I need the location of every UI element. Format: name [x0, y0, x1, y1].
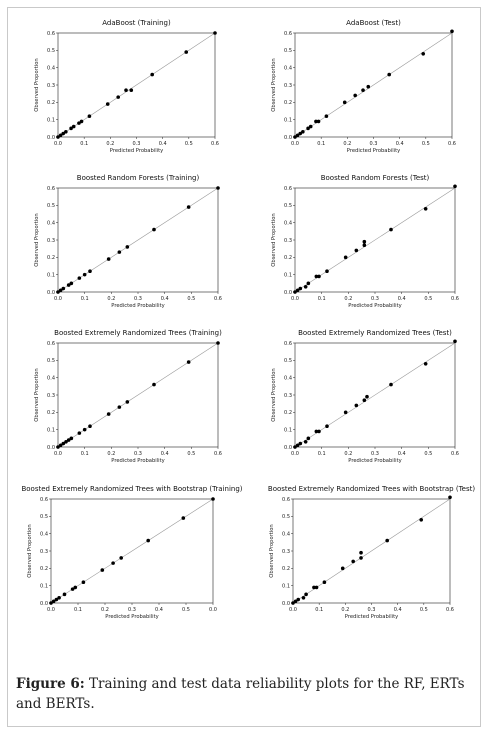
- x-tick-label: 0.3: [128, 607, 136, 613]
- x-tick-label: 0.3: [371, 296, 379, 302]
- y-tick-label: 0.2: [47, 410, 55, 417]
- y-tick-label: 0.4: [47, 220, 55, 227]
- data-point: [70, 437, 74, 441]
- x-tick-label: 0.3: [369, 141, 378, 147]
- y-tick-label: 0.3: [284, 392, 292, 399]
- data-point: [325, 269, 329, 273]
- x-tick-label: 0.1: [74, 607, 82, 613]
- chart-title: Boosted Extremely Randomized Trees with Bootstrap (Test): [267, 485, 476, 493]
- x-tick-label: 0.0: [291, 451, 299, 457]
- x-tick-label: 0.1: [317, 141, 326, 147]
- x-tick-label: 0.0: [291, 141, 299, 147]
- y-tick-label: 0.0: [47, 289, 55, 296]
- y-tick-label: 0.5: [47, 203, 55, 210]
- data-point: [118, 250, 122, 254]
- data-point: [101, 568, 105, 572]
- x-tick-label: 0.2: [106, 141, 115, 147]
- y-tick-label: 0.2: [40, 566, 48, 573]
- x-tick-label: 0.1: [80, 141, 89, 147]
- x-tick-label: 0.2: [341, 607, 350, 613]
- x-tick-label: 0.1: [80, 451, 89, 457]
- y-tick-label: 0.0: [284, 289, 292, 296]
- x-tick-label: 0.5: [424, 451, 433, 457]
- caption-text: Training and test data reliability plots for the RF, ERTs and BERTs.: [16, 676, 465, 712]
- data-point: [353, 94, 357, 98]
- y-tick-label: 0.3: [47, 237, 55, 244]
- x-tick-label: 0.5: [187, 296, 196, 302]
- x-tick-label: 0.4: [155, 607, 163, 613]
- x-tick-label: 0.6: [211, 141, 219, 147]
- data-point: [62, 287, 66, 291]
- x-tick-label: 0.2: [107, 296, 116, 302]
- x-tick-label: 0.4: [160, 296, 169, 302]
- x-tick-label: 0.2: [343, 141, 352, 147]
- data-point: [387, 73, 391, 77]
- x-tick-label: 0.6: [451, 451, 459, 457]
- y-tick-label: 0.6: [284, 30, 292, 37]
- y-tick-label: 0.3: [284, 82, 292, 89]
- data-point: [304, 440, 308, 444]
- data-point: [111, 561, 115, 565]
- y-tick-label: 0.5: [284, 358, 292, 365]
- reference-diagonal-line: [58, 188, 218, 292]
- data-point: [216, 341, 220, 345]
- x-tick-label: 0.0: [289, 607, 297, 613]
- y-tick-label: 0.1: [47, 117, 55, 124]
- data-point: [317, 275, 321, 279]
- reliability-chart: [271, 329, 459, 464]
- x-tick-label: 0.2: [107, 451, 116, 457]
- data-point: [389, 383, 393, 387]
- y-tick-label: 0.0: [40, 600, 48, 607]
- y-tick-label: 0.1: [284, 427, 292, 434]
- y-tick-label: 0.4: [284, 65, 292, 72]
- data-point: [424, 207, 428, 211]
- y-tick-label: 0.2: [282, 566, 290, 573]
- y-tick-label: 0.4: [40, 531, 48, 538]
- data-point: [82, 580, 86, 584]
- y-tick-label: 0.4: [284, 375, 292, 382]
- x-tick-label: 0.4: [393, 607, 402, 613]
- data-point: [389, 228, 393, 232]
- x-tick-label: 0.1: [80, 296, 89, 302]
- chart-title: Boosted Extremely Randomized Trees (Training): [54, 329, 222, 337]
- y-tick-label: 0.2: [47, 100, 55, 107]
- data-point: [152, 228, 156, 232]
- y-axis-label: Observed Proportion: [271, 368, 277, 422]
- data-point: [57, 596, 61, 600]
- y-axis-label: Observed Proportion: [271, 58, 277, 112]
- x-axis-label: Predicted Probability: [348, 458, 402, 464]
- data-point: [187, 205, 191, 209]
- x-tick-label: 0.3: [132, 141, 141, 147]
- data-point: [126, 245, 130, 249]
- data-point: [88, 114, 92, 118]
- data-point: [304, 593, 308, 597]
- y-axis-label: Observed Proportion: [27, 524, 33, 578]
- data-point: [365, 395, 369, 399]
- data-point: [351, 560, 355, 564]
- data-point: [317, 120, 321, 124]
- x-tick-label: 0.0: [54, 141, 62, 147]
- data-point: [88, 424, 92, 428]
- data-point: [78, 276, 82, 280]
- x-tick-label: 0.3: [134, 451, 142, 457]
- data-point: [344, 256, 348, 260]
- data-point: [118, 405, 122, 409]
- data-point: [129, 88, 133, 92]
- data-point: [363, 398, 367, 402]
- y-tick-label: 0.2: [47, 255, 55, 262]
- x-axis-label: Predicted Probability: [111, 303, 165, 309]
- x-tick-label: 0.6: [451, 296, 459, 302]
- figure-caption: [16, 674, 482, 714]
- y-tick-label: 0.1: [282, 583, 290, 590]
- data-point: [106, 102, 110, 106]
- x-tick-label: 0.5: [421, 141, 430, 147]
- x-tick-label: 0.0: [54, 296, 62, 302]
- y-tick-label: 0.3: [284, 237, 292, 244]
- reliability-chart: [34, 19, 219, 154]
- x-tick-label: 0.6: [214, 451, 222, 457]
- y-tick-label: 0.5: [47, 358, 55, 365]
- y-tick-label: 0.6: [47, 340, 55, 347]
- x-tick-label: 0.2: [344, 296, 353, 302]
- data-point: [424, 362, 428, 366]
- data-point: [88, 269, 92, 273]
- y-tick-label: 0.5: [282, 514, 290, 521]
- data-point: [315, 586, 319, 590]
- y-axis-label: Observed Proportion: [34, 58, 40, 112]
- x-axis-label: Predicted Probability: [109, 148, 164, 154]
- data-point: [299, 442, 303, 446]
- data-point: [296, 598, 300, 602]
- x-tick-label: 0.0: [291, 296, 299, 302]
- y-tick-label: 0.0: [282, 600, 290, 607]
- data-point: [124, 88, 128, 92]
- data-point: [361, 88, 365, 92]
- y-tick-label: 0.4: [47, 375, 55, 382]
- data-point: [119, 556, 123, 560]
- x-tick-label: 0.1: [317, 451, 326, 457]
- chart-title: AdaBoost (Training): [102, 19, 171, 27]
- data-point: [83, 428, 87, 432]
- data-point: [359, 556, 363, 560]
- data-point: [317, 430, 321, 434]
- x-tick-label: 0.2: [101, 607, 109, 613]
- data-point: [70, 282, 74, 286]
- y-tick-label: 0.3: [40, 548, 48, 555]
- y-tick-label: 0.2: [284, 410, 292, 417]
- x-tick-label: 0.5: [182, 607, 190, 613]
- data-point: [301, 130, 305, 134]
- x-axis-label: Predicted Probability: [348, 303, 402, 309]
- data-point: [323, 580, 327, 584]
- reliability-chart: [268, 485, 475, 620]
- x-tick-label: 0.3: [367, 607, 376, 613]
- y-tick-label: 0.6: [40, 496, 48, 503]
- y-tick-label: 0.6: [284, 340, 292, 347]
- x-tick-label: 0.1: [315, 607, 324, 613]
- data-point: [355, 249, 359, 253]
- reliability-chart: [271, 174, 459, 309]
- y-tick-label: 0.6: [47, 185, 55, 192]
- x-tick-label: 0.0: [54, 451, 62, 457]
- data-point: [302, 596, 306, 600]
- chart-title: Boosted Random Forests (Training): [76, 174, 200, 182]
- y-tick-label: 0.2: [284, 255, 292, 262]
- x-tick-label: 0.4: [160, 451, 169, 457]
- data-point: [325, 424, 329, 428]
- x-tick-label: 0.6: [214, 296, 222, 302]
- reference-diagonal-line: [58, 343, 218, 447]
- x-axis-label: Predicted Probability: [111, 458, 165, 464]
- x-tick-label: 0.4: [397, 296, 406, 302]
- data-point: [211, 497, 215, 501]
- data-point: [309, 125, 313, 129]
- data-point: [126, 400, 130, 404]
- y-tick-label: 0.4: [47, 65, 55, 72]
- reliability-chart: [21, 485, 242, 620]
- y-tick-label: 0.5: [40, 514, 48, 521]
- x-tick-label: 0.4: [397, 451, 406, 457]
- data-point: [152, 383, 156, 387]
- data-point: [453, 339, 457, 343]
- chart-title: Boosted Extremely Randomized Trees (Test): [298, 329, 452, 337]
- y-tick-label: 0.3: [47, 82, 55, 89]
- y-tick-label: 0.2: [284, 100, 292, 107]
- data-point: [64, 130, 68, 134]
- data-point: [359, 551, 363, 555]
- x-axis-label: Predicted Probability: [346, 148, 401, 154]
- y-axis-label: Observed Proportion: [34, 213, 40, 267]
- x-tick-label: 0.4: [395, 141, 404, 147]
- x-tick-label: 0.6: [446, 607, 454, 613]
- data-point: [307, 437, 311, 441]
- data-point: [385, 539, 389, 543]
- data-point: [184, 50, 188, 54]
- chart-title: Boosted Random Forests (Test): [320, 174, 430, 182]
- data-point: [450, 29, 454, 33]
- data-point: [83, 273, 87, 277]
- data-point: [63, 593, 67, 597]
- y-tick-label: 0.6: [282, 496, 290, 503]
- y-axis-label: Observed Proportion: [34, 368, 40, 422]
- x-axis-label: Predicted Probability: [344, 614, 399, 620]
- y-tick-label: 0.1: [47, 272, 55, 279]
- y-tick-label: 0.4: [284, 220, 292, 227]
- y-tick-label: 0.5: [47, 48, 55, 55]
- data-point: [343, 101, 347, 105]
- data-point: [363, 243, 367, 247]
- data-point: [325, 114, 329, 118]
- chart-title: AdaBoost (Test): [346, 19, 401, 27]
- data-point: [355, 404, 359, 408]
- data-point: [146, 539, 150, 543]
- y-tick-label: 0.5: [284, 203, 292, 210]
- caption-label: Figure 6:: [16, 676, 85, 692]
- y-tick-label: 0.6: [47, 30, 55, 37]
- data-point: [107, 257, 111, 261]
- data-point: [304, 285, 308, 289]
- reliability-chart: [34, 174, 222, 309]
- x-tick-label: 0.0: [209, 607, 217, 613]
- data-point: [187, 360, 191, 364]
- data-point: [363, 240, 367, 244]
- y-tick-label: 0.3: [282, 548, 290, 555]
- data-point: [419, 518, 423, 522]
- data-point: [72, 125, 76, 129]
- data-point: [299, 287, 303, 291]
- x-tick-label: 0.3: [371, 451, 379, 457]
- y-tick-label: 0.0: [284, 444, 292, 451]
- x-tick-label: 0.5: [424, 296, 433, 302]
- data-point: [366, 85, 370, 89]
- x-tick-label: 0.2: [344, 451, 353, 457]
- x-axis-label: Predicted Probability: [105, 614, 159, 620]
- data-point: [453, 184, 457, 188]
- data-point: [421, 52, 425, 56]
- chart-title: Boosted Extremely Randomized Trees with Bootstrap (Training): [21, 485, 243, 493]
- x-tick-label: 0.0: [47, 607, 55, 613]
- x-tick-label: 0.1: [317, 296, 326, 302]
- y-tick-label: 0.0: [284, 134, 292, 141]
- y-tick-label: 0.1: [47, 427, 55, 434]
- data-point: [182, 516, 186, 520]
- x-tick-label: 0.5: [187, 451, 196, 457]
- reliability-chart: [34, 329, 222, 464]
- y-tick-label: 0.4: [282, 531, 290, 538]
- x-tick-label: 0.5: [419, 607, 428, 613]
- x-tick-label: 0.4: [158, 141, 167, 147]
- reliability-chart: [271, 19, 456, 154]
- data-point: [344, 411, 348, 415]
- data-point: [78, 431, 82, 435]
- data-point: [107, 412, 111, 416]
- y-tick-label: 0.1: [40, 583, 48, 590]
- data-point: [116, 95, 120, 99]
- y-axis-label: Observed Proportion: [269, 524, 275, 578]
- data-point: [74, 586, 78, 590]
- y-tick-label: 0.0: [47, 134, 55, 141]
- data-point: [341, 567, 345, 571]
- y-tick-label: 0.1: [284, 117, 292, 124]
- data-point: [213, 31, 217, 35]
- data-point: [307, 282, 311, 286]
- y-tick-label: 0.1: [284, 272, 292, 279]
- y-tick-label: 0.0: [47, 444, 55, 451]
- data-point: [448, 495, 452, 499]
- data-point: [216, 186, 220, 190]
- y-tick-label: 0.6: [284, 185, 292, 192]
- y-tick-label: 0.5: [284, 48, 292, 55]
- y-axis-label: Observed Proportion: [271, 213, 277, 267]
- x-tick-label: 0.3: [134, 296, 142, 302]
- data-point: [150, 73, 154, 77]
- x-tick-label: 0.6: [448, 141, 456, 147]
- data-point: [80, 120, 84, 124]
- x-tick-label: 0.5: [184, 141, 193, 147]
- y-tick-label: 0.3: [47, 392, 55, 399]
